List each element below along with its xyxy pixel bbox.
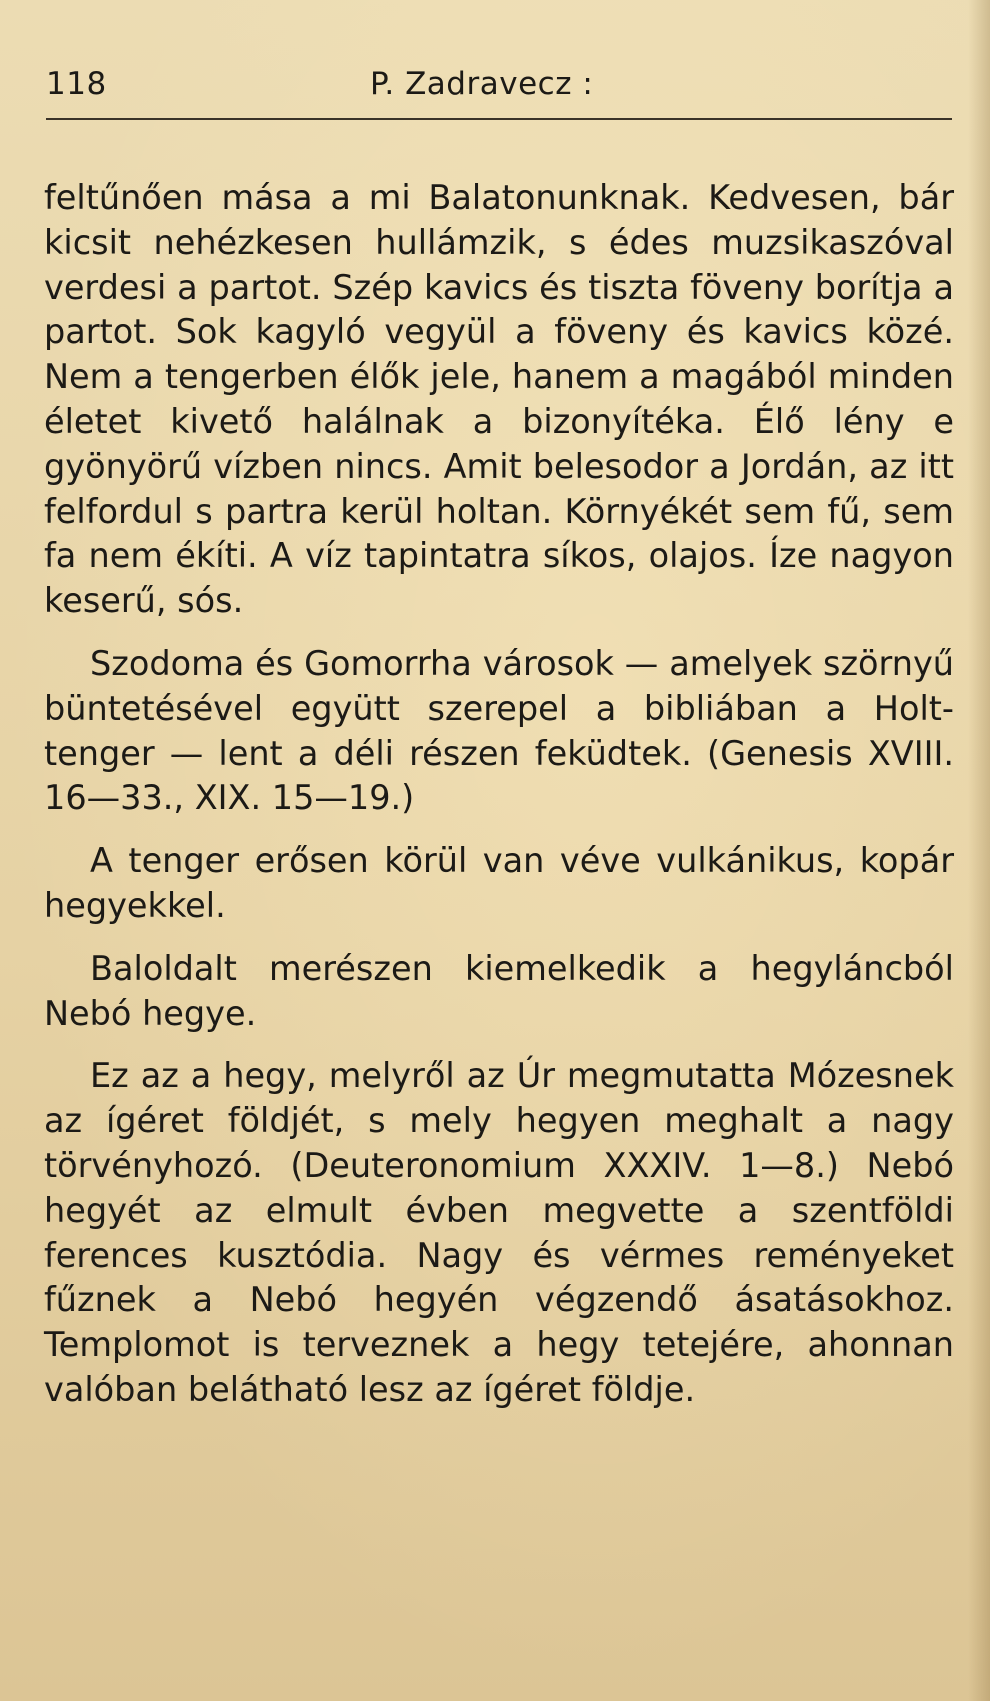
paragraph-1: feltűnően mása a mi Balatonunknak. Kedvesen, bár kicsit nehézkesen hullámzik, s édes muzsikaszóval verdesi a partot. Szép kavics és tiszta föveny borítja a partot. Sok kagyló vegyül a föveny és kavics közé. Nem a tengerben élők jele, hanem a magából minden életet kivető halálnak a bizonyítéka. Élő lény e gyönyörű vízben nincs. Amit belesodor a Jordán, az itt felfordul s partra kerül holtan. Környékét sem fű, sem fa nem ékíti. A víz tapintatra síkos, olajos. Íze nagyon keserű, sós.: [44, 178, 954, 621]
paragraph-4: Baloldalt merészen kiemelkedik a hegyláncból Nebó hegye.: [44, 948, 954, 1033]
page-header: [46, 62, 956, 110]
header-rule: [46, 118, 952, 120]
page-number: 118: [46, 66, 107, 102]
page-edge-shadow: [968, 0, 990, 1701]
running-head: P. Zadravecz :: [370, 66, 594, 102]
paragraph-3: A tenger erősen körül van véve vulkánikus, kopár hegyekkel.: [44, 841, 954, 925]
body-text: [44, 176, 954, 1413]
paragraph-5: Ez az a hegy, melyről az Úr megmutatta Mózesnek az ígéret földjét, s mely hegyen meghalt a nagy törvényhozó. (Deuteronomium XXXIV. 1—8.) Nebó hegyét az elmult évben megvette a szentföldi ferences kusztódia. Nagy és vérmes reményeket fűznek a Nebó hegyén végzendő ásatásokhoz. Templomot is terveznek a hegy tetejére, ahonnan valóban belátható lesz az ígéret földje.: [44, 1056, 954, 1409]
paragraph-2: Szodoma és Gomorrha városok — amelyek szörnyű büntetésével együtt szerepel a bibliában a Holt-tenger — lent a déli részen feküdtek. (Genesis XVIII. 16—33., XIX. 15—19.): [44, 643, 954, 818]
